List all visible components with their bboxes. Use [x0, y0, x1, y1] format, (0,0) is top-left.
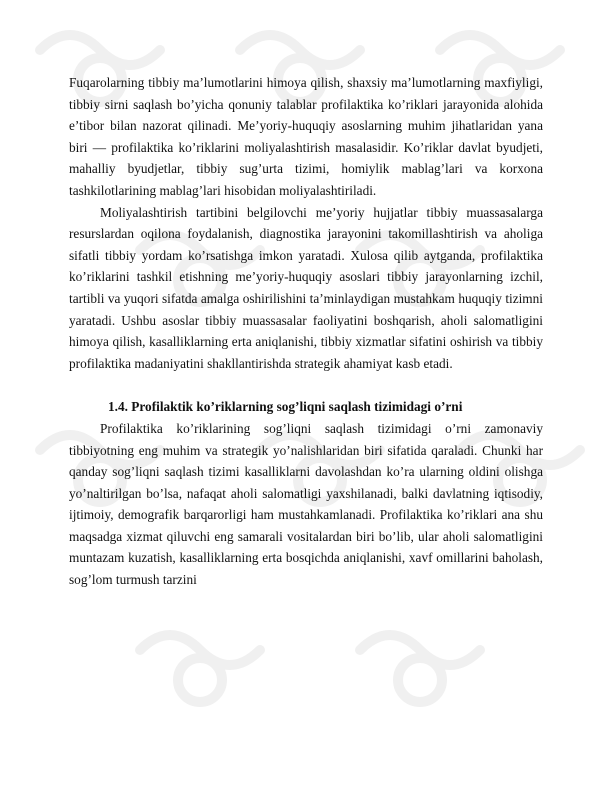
- paragraph-preventive-role: Profilaktika ko’riklarining sog’liqni saqlash tizimidagi o’rni zamonaviy tibbiyotning eng muhim va strategik yo’nalishlaridan biri sifatida qaraladi. Chunki har qanday sog’liqni saqlash tizimi kasalliklarni davolashdan ko’ra ularning oldini olishga yo’naltirilgan bo’lsa, nafaqat aholi salomatligi yaxshilanadi, balki davlatning iqtisodiy, ijtimoiy, demografik barqarorligi ham mustahkamlanadi. Profilaktika ko’riklari ana shu maqsadga xizmat qiluvchi eng samarali vositalardan biri bo’lib, ular aholi salomatligini muntazam kuzatish, kasalliklarning erta bosqichda aniqlanishi, xavf omillarini baholash, sog’lom turmush tarzini: [69, 420, 543, 588]
- document-page: [69, 72, 543, 591]
- section-heading: 1.4. Profilaktik ko’riklarning sog’liqni saqlash tizimidagi o’rni: [108, 399, 463, 415]
- paragraph-financing-regulations: Moliyalashtirish tartibini belgilovchi me’yoriy hujjatlar tibbiy muassasalarga resurslardan oqilona foydalanish, diagnostika jarayonini takomillashtirish va aholiga sifatli tibbiy yordam ko’rsatishga imkon yaratadi. Xulosa qilib aytganda, profilaktika ko’riklarini tashkil etishning me’yoriy-huquqiy asoslari tibbiy jarayonlarning izchil, tartibli va yuqori sifatda amalga oshirilishini ta’minlaydigan mustahkam huquqiy tizimni yaratadi. Ushbu asoslar tibbiy muassasalar faoliyatini boshqarish, aholi salomatligini himoya qilish, kasalliklarning erta aniqlanishi, tibbiy xizmatlar sifatini oshirish va tibbiy profilaktika madaniyatini shakllantirishda strategik ahamiyat kasb etadi.: [69, 204, 543, 371]
- paragraph-financing-intro: Fuqarolarning tibbiy ma’lumotlarini himoya qilish, shaxsiy ma’lumotlarning maxfiyligi, tibbiy sirni saqlash bo’yicha qonuniy talablar profilaktika ko’riklari jarayonida alohida e’tibor bilan nazorat qilinadi. Me’yoriy-huquqiy asoslarning muhim jihatlaridan yana biri — profilaktika ko’riklarini moliyalashtirish masalasidir. Ko’riklar davlat byudjeti, mahalliy byudjetlar, tibbiy sug’urta tizimi, homiylik mablag’lari va korxona tashkilotlarining mablag’lari hisobidan moliyalashtiriladi.: [69, 75, 543, 198]
- section-spacer: [69, 374, 543, 396]
